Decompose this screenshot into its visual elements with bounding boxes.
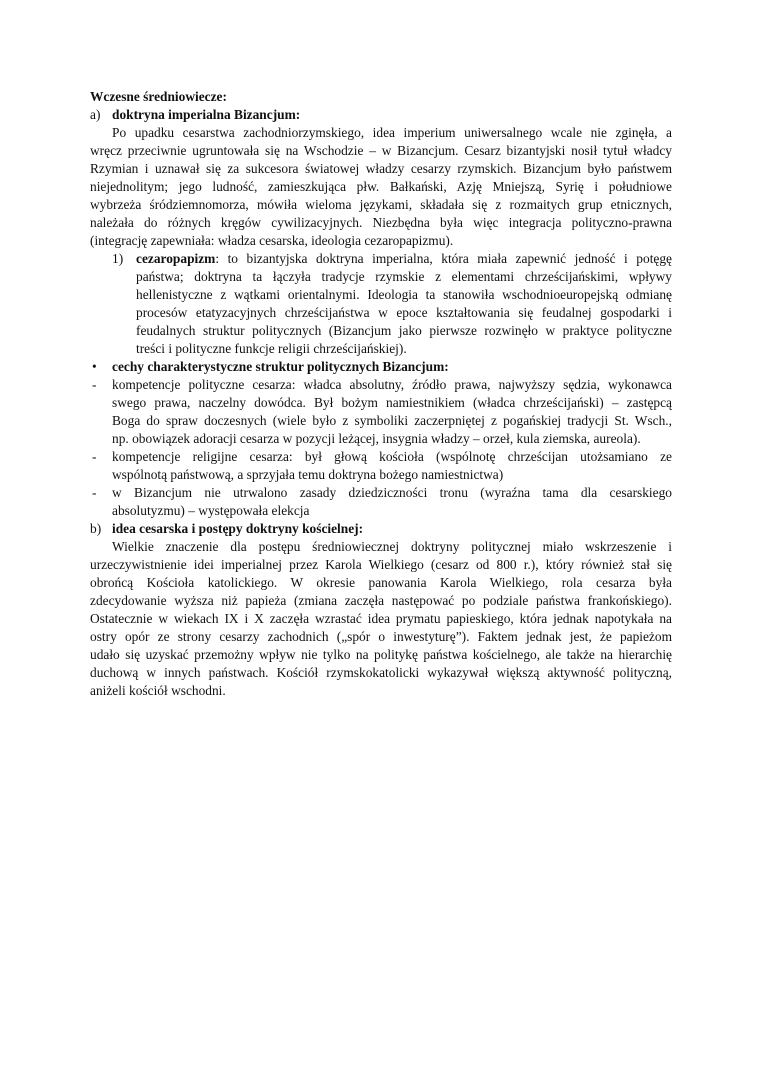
numbered-line: procesów etatyzacyjnych chrześcijaństwa w epoce kształtowania się feudalnej gospodarki i	[136, 305, 672, 320]
paragraph-line: urzeczywistnienie idei imperialnej przez Karola Wielkiego (cesarz od 800 r.), który również stał się	[90, 557, 672, 572]
paragraph-line: niejednolitym; jego ludność, zamieszkująca płw. Bałkański, Azję Mniejszą, Syrię i południowe	[90, 179, 672, 194]
dash-line: absolutyzmu) – występowała elekcja	[112, 503, 310, 518]
dash-line: kompetencje religijne cesarza: był głową kościoła (wspólnotę chrześcijan utożsamiano ze	[112, 449, 672, 464]
paragraph-line: wręcz przeciwnie ugruntowała się na Wschodzie – w Bizancjum. Cesarz bizantyjski nosił tytuł władcy	[90, 143, 672, 158]
numbered-item-cezaropapizm	[90, 250, 672, 358]
paragraph-line: Ostatecznie w wiekach IX i X zaczęła wzrastać idea prymatu papieskiego, która jednak napotykała na	[90, 611, 672, 626]
numbered-first-line	[136, 250, 672, 268]
numbered-first-rest: : to bizantyjska doktryna imperialna, która miała zapewnić jedność i potęgę	[215, 251, 672, 266]
paragraph-line: udało się uzyskać przemożny wpływ nie tylko na politykę państwa kościelnego, ale także na hierarchię	[90, 647, 672, 662]
numbered-line: państwa; doktryna ta łączyła tradycje rzymskie z elementami chrześcijańskimi, wpływy	[136, 269, 672, 284]
dash-item	[90, 376, 672, 448]
dash-line: swego prawa, naczelny dowódca. Był bożym namiestnikiem (władca chrześcijański) – zastępcą	[112, 395, 672, 410]
section-a-title: doktryna imperialna Bizancjum:	[112, 107, 301, 122]
section-b-header	[90, 520, 672, 538]
numbered-marker: 1)	[112, 251, 124, 266]
paragraph-line: wybrzeża śródziemnomorza, mówiła wieloma językami, składała się z rozmaitych grup etnicznych,	[90, 197, 672, 212]
numbered-line: treści i polityczne funkcje religii chrześcijańskiej).	[136, 341, 407, 356]
paragraph-line: zdecydowanie wyższa niż papieża (zmiana zaczęła następować po podziale państwa frankońskiego).	[90, 593, 672, 608]
section-b-marker: b)	[90, 521, 102, 536]
dash-line: wspólnotą państwową, a sprzyjała temu doktryna bożego namiestnictwa)	[112, 467, 504, 482]
paragraph-line: (integrację zapewniała: władza cesarska, ideologia cezaropapizmu).	[90, 233, 454, 248]
page-heading: Wczesne średniowiecze:	[90, 89, 227, 104]
numbered-line: feudalnych struktur politycznych (Bizancjum jako pierwsze rozwinęło w praktyce polityczne	[136, 323, 672, 338]
paragraph-line: duchową w innych państwach. Kościół rzymskokatolicki wykazywał większą aktywność polityczną,	[90, 665, 672, 680]
bullet-item	[90, 358, 672, 376]
paragraph-line: aniżeli kościół wschodni.	[90, 683, 226, 698]
paragraph-line: ostry opór ze strony cesarzy zachodnich („spór o inwestyturę”). Faktem jednak jest, że papieżom	[90, 629, 672, 644]
dash-line: Boga do spraw doczesnych (wiele było z symboliki zaczerpniętej z pogańskiej tradycji St. Wsch.,	[112, 413, 672, 428]
bullet-marker: •	[92, 359, 97, 374]
dash-line: w Bizancjum nie utrwalono zasady dziedziczności tronu (wyraźna tama dla cesarskiego	[112, 485, 672, 500]
paragraph-line: obrońcą Kościoła katolickiego. W okresie panowania Karola Wielkiego, rola cesarza była	[90, 575, 672, 590]
paragraph-line: Wielkie znaczenie dla postępu średniowiecznej doktryny politycznej miało wskrzeszenie i	[112, 539, 672, 554]
dash-item	[90, 484, 672, 520]
dash-line: np. obowiązek adoracji cesarza w pozycji leżącej, insygnia władzy – orzeł, kula ziemska, aureola).	[112, 431, 641, 446]
section-a-marker: a)	[90, 107, 101, 122]
dash-marker: -	[92, 485, 97, 500]
bullet-title: cechy charakterystyczne struktur politycznych Bizancjum:	[112, 359, 449, 374]
section-a-paragraph	[90, 124, 672, 250]
dash-item	[90, 448, 672, 484]
dash-marker: -	[92, 449, 97, 464]
dash-marker: -	[92, 377, 97, 392]
dash-line: kompetencje polityczne cesarza: władca absolutny, źródło prawa, najwyższy sędzia, wykonawca	[112, 377, 672, 392]
section-b-title: idea cesarska i postępy doktryny kościelnej:	[112, 521, 364, 536]
document-page	[90, 88, 672, 700]
numbered-term: cezaropapizm	[136, 251, 216, 266]
numbered-line: hellenistyczne z wątkami orientalnymi. Ideologia ta stanowiła wschodnioeuropejską odmianę	[136, 287, 672, 302]
section-b-paragraph	[90, 538, 672, 700]
paragraph-line: należała do różnych kręgów cywilizacyjnych. Niezbędna była więc integracja polityczno-prawna	[90, 215, 672, 230]
section-a-header	[90, 106, 672, 124]
paragraph-line: Rzymian i uznawał się za sukcesora światowej władzy cesarzy rzymskich. Bizancjum było państwem	[90, 161, 672, 176]
paragraph-line: Po upadku cesarstwa zachodniorzymskiego, idea imperium uniwersalnego wcale nie zginęła, a	[112, 125, 672, 140]
